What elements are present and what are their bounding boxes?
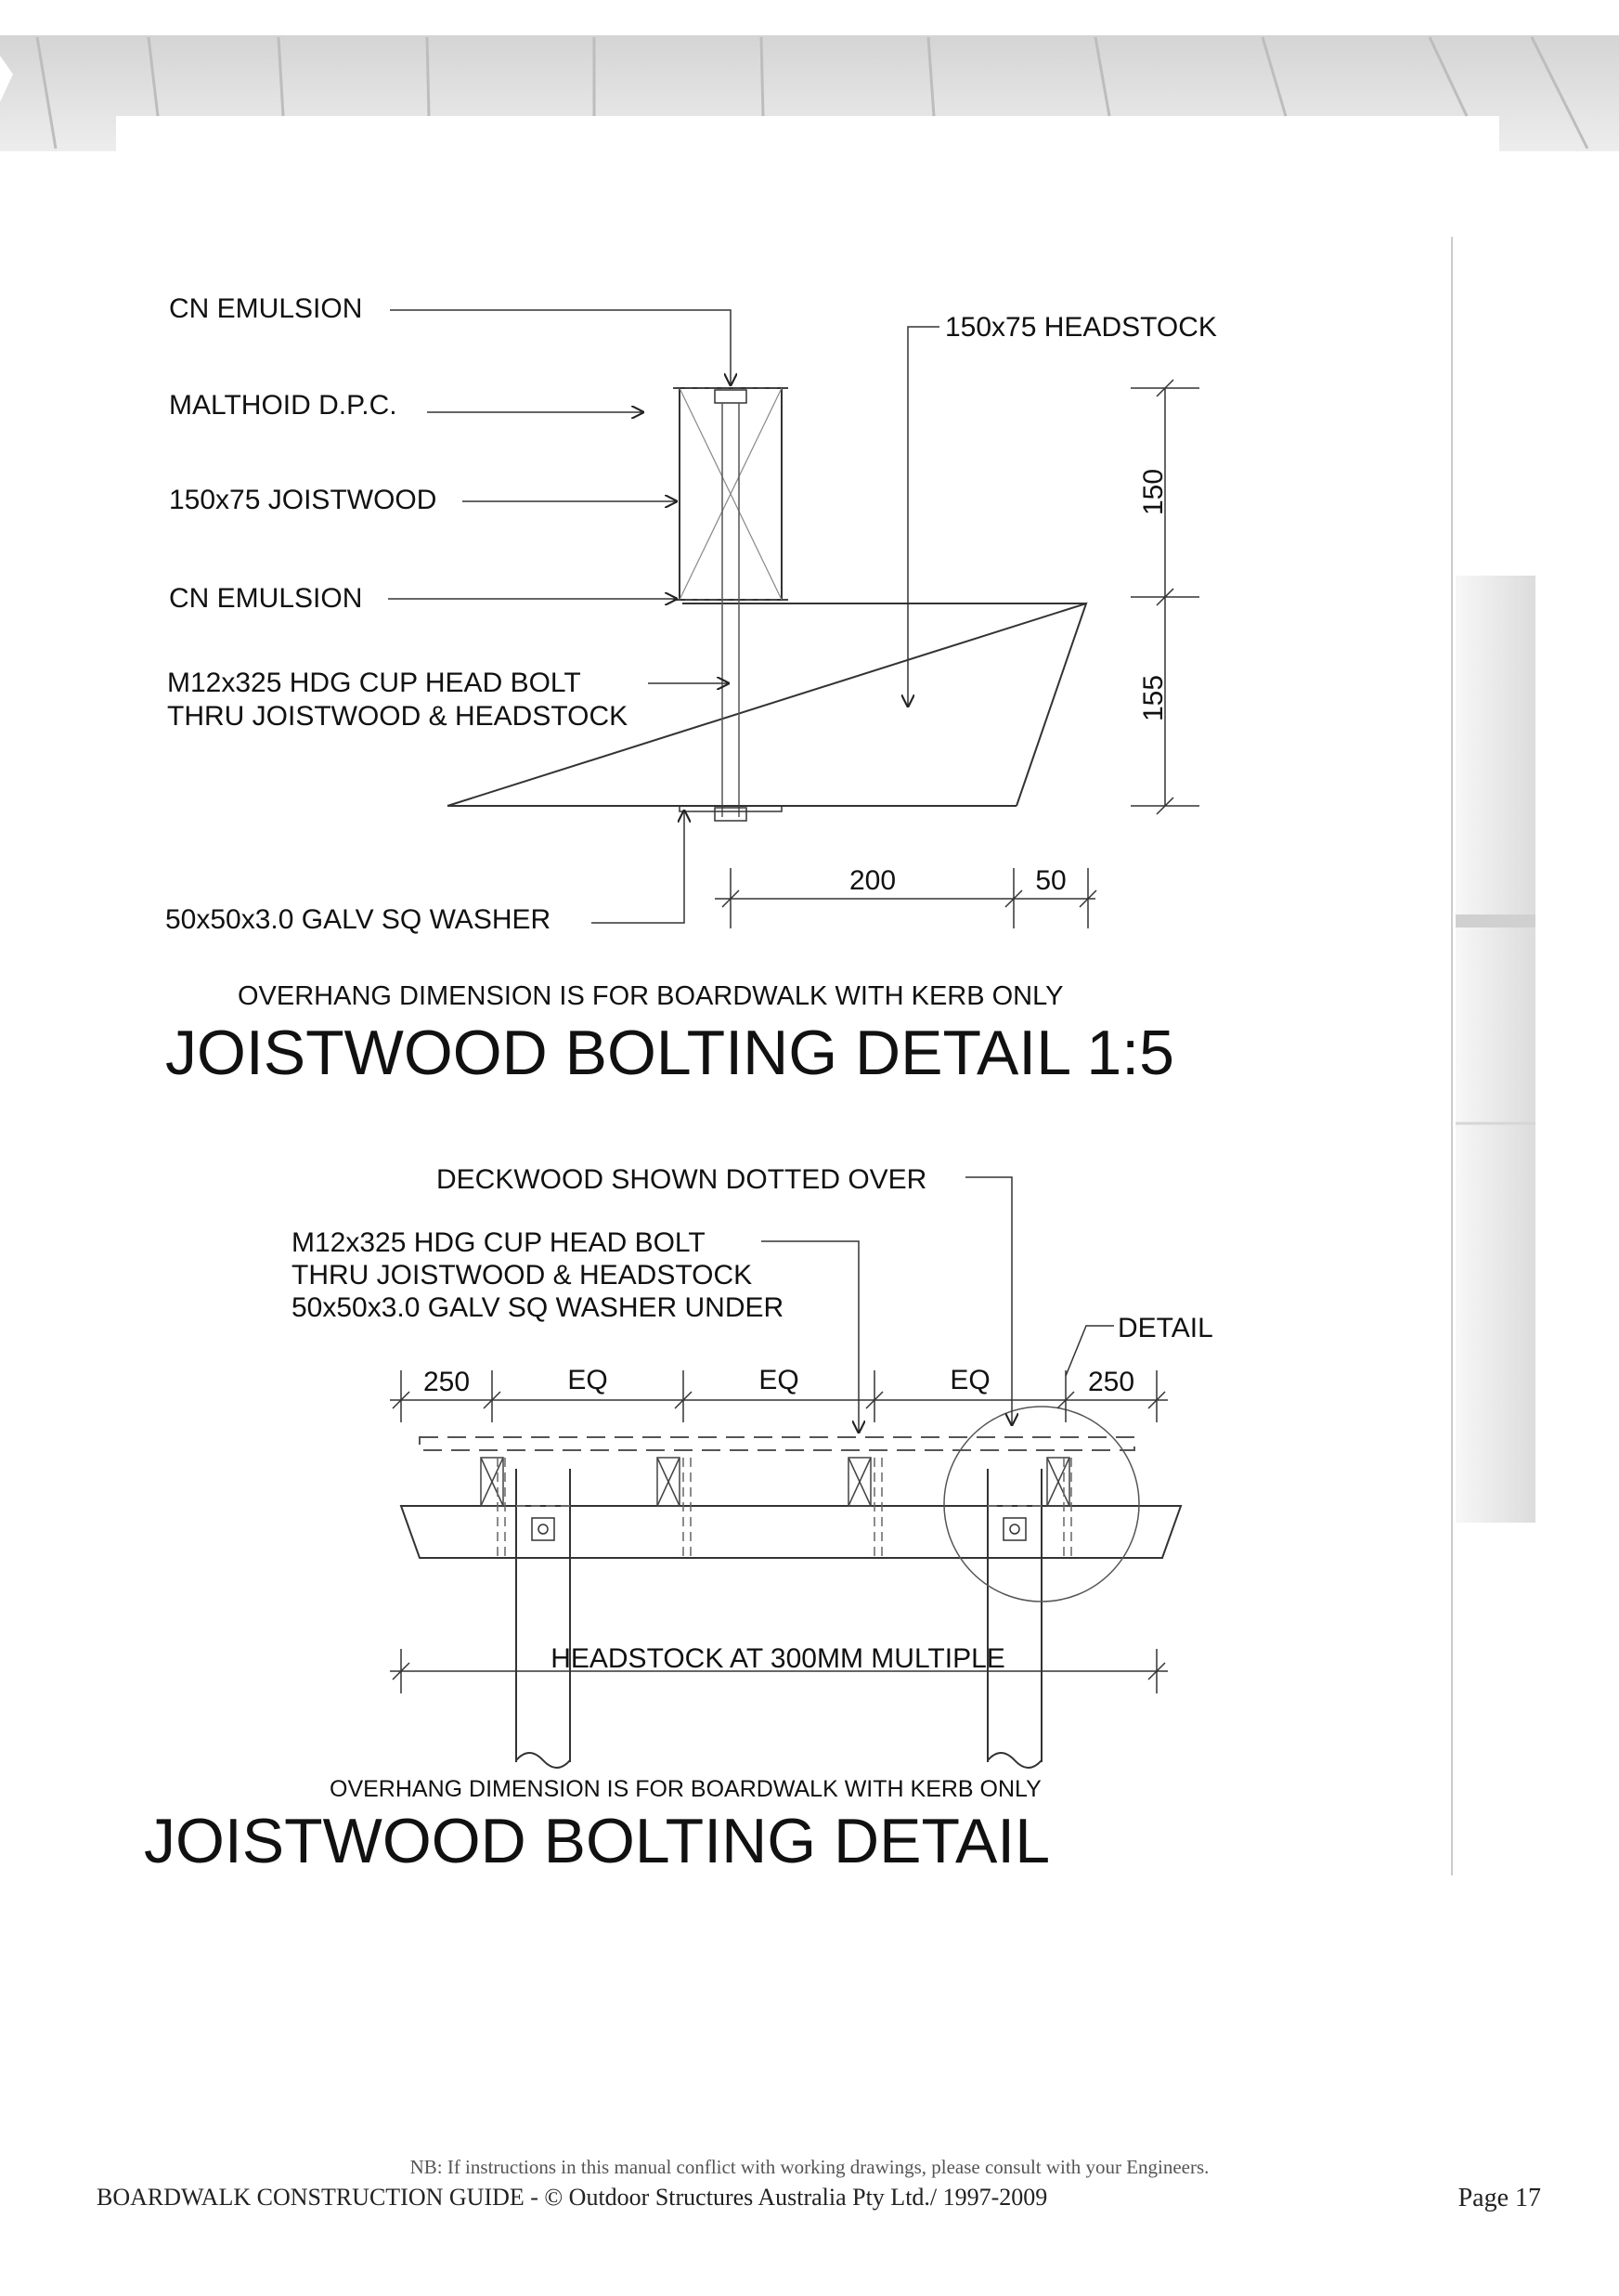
detail-2-leaders bbox=[761, 1177, 1114, 1433]
dim-width: 200 bbox=[848, 865, 897, 896]
detail-2-title: JOISTWOOD BOLTING DETAIL bbox=[144, 1806, 1051, 1876]
dim-joist-height: 150 bbox=[1138, 468, 1169, 516]
dim-eq-1: EQ bbox=[567, 1365, 608, 1395]
label-joistwood: 150x75 JOISTWOOD bbox=[169, 485, 437, 515]
dim-eq-2: EQ bbox=[758, 1365, 799, 1395]
label-bolt-line-1: M12x325 HDG CUP HEAD BOLT bbox=[291, 1227, 706, 1258]
footer-note: NB: If instructions in this manual conflict with working drawings, please consult with your Engineers. bbox=[409, 2156, 1210, 2178]
detail-1-leaders bbox=[388, 310, 939, 923]
label-bolt-line-3: 50x50x3.0 GALV SQ WASHER UNDER bbox=[291, 1292, 784, 1323]
detail-1-title: JOISTWOOD BOLTING DETAIL 1:5 bbox=[165, 1018, 1174, 1088]
header-banner bbox=[0, 35, 1619, 153]
detail-1-dimensions bbox=[715, 380, 1199, 928]
label-deckwood: DECKWOOD SHOWN DOTTED OVER bbox=[436, 1164, 927, 1195]
detail-2-plan-drawing bbox=[401, 1407, 1181, 1768]
detail-2-text bbox=[144, 1164, 1213, 1876]
label-cn-emulsion-bottom: CN EMULSION bbox=[169, 583, 363, 614]
detail-1-section-drawing bbox=[447, 388, 1086, 821]
label-washer: 50x50x3.0 GALV SQ WASHER bbox=[165, 904, 551, 935]
label-bolt-line-1: M12x325 HDG CUP HEAD BOLT bbox=[167, 668, 581, 698]
label-malthoid-dpc: MALTHOID D.P.C. bbox=[169, 390, 397, 421]
label-headstock: 150x75 HEADSTOCK bbox=[945, 312, 1217, 343]
label-detail: DETAIL bbox=[1118, 1313, 1213, 1343]
dim-eq-3: EQ bbox=[950, 1365, 991, 1395]
side-photo-strip bbox=[1452, 237, 1535, 1875]
dim-headstock-height: 155 bbox=[1138, 674, 1169, 722]
detail-1-note: OVERHANG DIMENSION IS FOR BOARDWALK WITH KERB ONLY bbox=[238, 981, 1064, 1011]
label-bolt-line-2: THRU JOISTWOOD & HEADSTOCK bbox=[167, 701, 628, 732]
dim-overhang: 50 bbox=[1035, 865, 1067, 896]
footer-guide-credit: BOARDWALK CONSTRUCTION GUIDE - © Outdoor Structures Australia Pty Ltd./ 1997-2009 bbox=[97, 2184, 1048, 2211]
label-cn-emulsion-top: CN EMULSION bbox=[169, 293, 363, 324]
page-number: Page 17 bbox=[1457, 2184, 1541, 2212]
dim-left: 250 bbox=[422, 1367, 471, 1397]
label-bolt-line-2: THRU JOISTWOOD & HEADSTOCK bbox=[291, 1260, 753, 1291]
label-headstock-multiple: HEADSTOCK AT 300MM MULTIPLE bbox=[550, 1643, 1005, 1674]
detail-2-note: OVERHANG DIMENSION IS FOR BOARDWALK WITH KERB ONLY bbox=[330, 1776, 1042, 1802]
dim-right: 250 bbox=[1087, 1367, 1135, 1397]
